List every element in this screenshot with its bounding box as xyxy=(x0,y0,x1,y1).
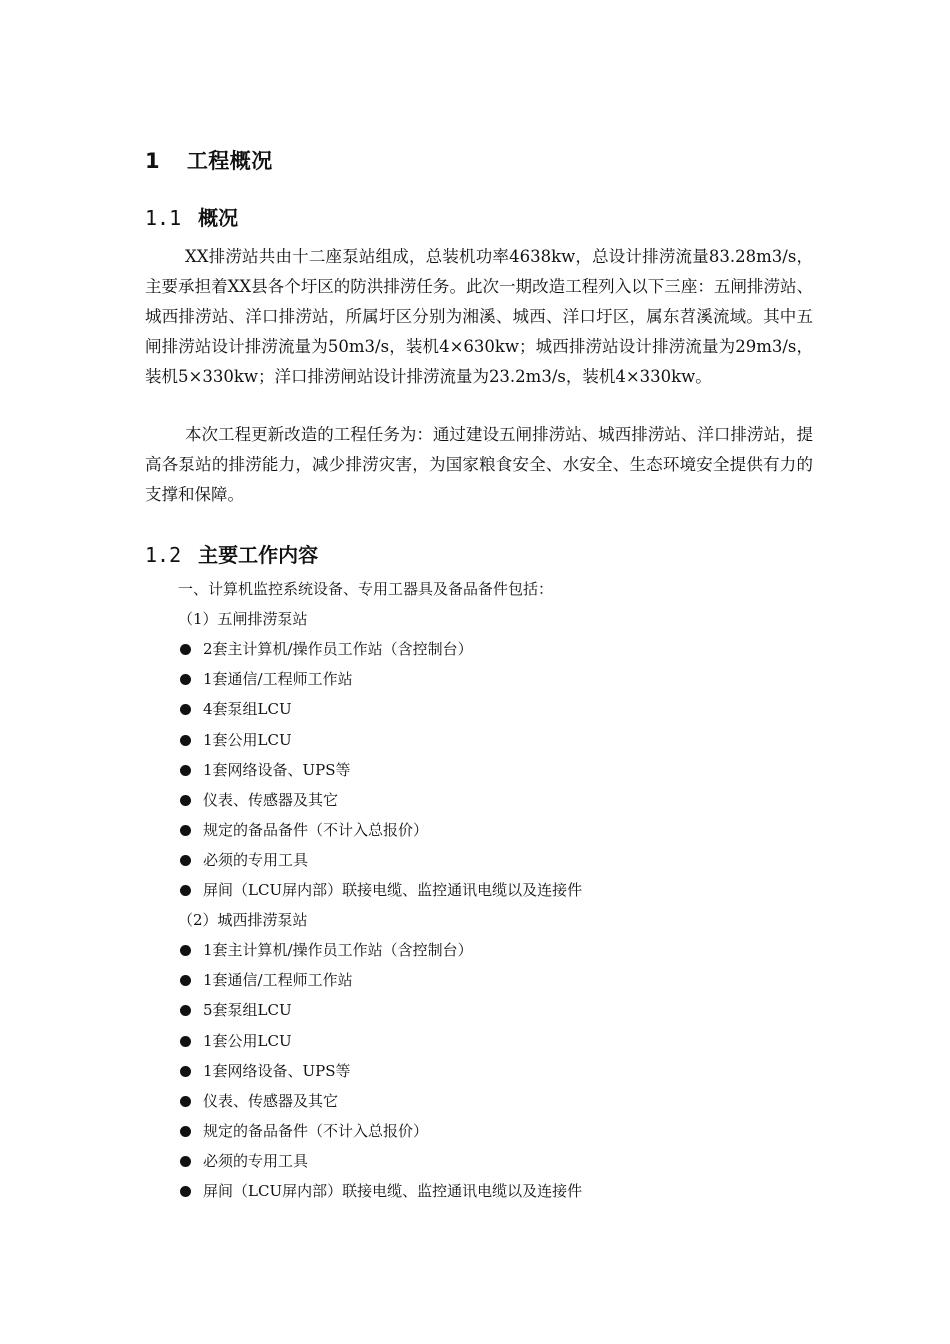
bullet-list-item xyxy=(180,725,292,755)
section-1-1-title: 概况 xyxy=(198,206,239,230)
section-1-1-heading xyxy=(145,202,238,231)
list-item-text: 必须的专用工具 xyxy=(203,1151,309,1170)
bullet-icon xyxy=(180,1066,191,1077)
list-item-text: 1套网络设备、UPS等 xyxy=(203,760,351,779)
bullet-list-item xyxy=(180,1026,292,1056)
list-item-text: 1套通信/工程师工作站 xyxy=(203,971,353,990)
bullet-icon xyxy=(180,644,191,655)
bullet-list-item xyxy=(180,875,582,905)
bullet-list-item xyxy=(180,664,353,694)
bullet-list-item xyxy=(180,755,351,785)
bullet-icon xyxy=(180,674,191,685)
bullet-icon xyxy=(180,1126,191,1137)
bullet-list-item xyxy=(180,815,428,845)
bullet-icon xyxy=(180,735,191,746)
bullet-icon xyxy=(180,885,191,896)
bullet-list-item xyxy=(180,634,473,664)
section-1-heading xyxy=(145,145,273,175)
bullet-list-item xyxy=(180,785,338,815)
list-item-text: （1）五闸排涝泵站 xyxy=(178,610,308,629)
bullet-icon xyxy=(180,1005,191,1016)
list-item-text: 仪表、传感器及其它 xyxy=(203,1091,339,1110)
bullet-icon xyxy=(180,765,191,776)
list-item-text: 5套泵组LCU xyxy=(203,1001,292,1020)
bullet-list-item xyxy=(180,845,308,875)
list-item-text: 1套网络设备、UPS等 xyxy=(203,1061,351,1080)
bullet-icon xyxy=(180,945,191,956)
bullet-icon xyxy=(180,1036,191,1047)
section-1-1-number: 1.1 xyxy=(145,206,182,230)
list-item-text: 规定的备品备件（不计入总报价） xyxy=(203,820,429,839)
bullet-icon xyxy=(180,1096,191,1107)
bullet-icon xyxy=(180,825,191,836)
list-item-text: 2套主计算机/操作员工作站（含控制台） xyxy=(203,640,473,659)
overview-paragraph-2: 本次工程更新改造的工程任务为：通过建设五闸排涝站、城西排涝站、洋口排涝站，提高各泵站的排涝能力，减少排涝灾害，为国家粮食安全、水安全、生态环境安全提供有力的支撑和保障。 xyxy=(145,425,813,504)
list-item-text: 4套泵组LCU xyxy=(203,700,292,719)
bullet-list-item xyxy=(180,965,353,995)
bullet-list-item xyxy=(180,995,292,1025)
list-item-text: （2）城西排涝泵站 xyxy=(178,911,308,930)
section-1-number: 1 xyxy=(145,149,161,173)
list-item-text: 必须的专用工具 xyxy=(203,850,309,869)
section-1-2-number: 1.2 xyxy=(145,543,182,567)
bullet-icon xyxy=(180,1186,191,1197)
bullet-icon xyxy=(180,1156,191,1167)
bullet-list-item xyxy=(180,1086,338,1116)
list-item-text: 仪表、传感器及其它 xyxy=(203,790,339,809)
list-subheading xyxy=(178,905,308,935)
bullet-icon xyxy=(180,704,191,715)
section-1-title: 工程概况 xyxy=(186,149,273,173)
list-item-text: 屏间（LCU屏内部）联接电缆、监控通讯电缆以及连接件 xyxy=(203,1182,583,1200)
bullet-list-item xyxy=(180,935,473,965)
list-item-text: 屏间（LCU屏内部）联接电缆、监控通讯电缆以及连接件 xyxy=(203,881,583,899)
bullet-list-item xyxy=(180,1116,428,1146)
list-item-text: 1套公用LCU xyxy=(203,730,292,749)
section-1-2-heading xyxy=(145,539,318,568)
list-item-text: 1套通信/工程师工作站 xyxy=(203,670,353,689)
list-subheading xyxy=(178,604,308,634)
bullet-list-item xyxy=(180,694,292,724)
bullet-list-item xyxy=(180,1146,308,1176)
bullet-icon xyxy=(180,855,191,866)
bullet-icon xyxy=(180,975,191,986)
section-1-2-title: 主要工作内容 xyxy=(198,543,319,567)
bullet-list-item xyxy=(180,1056,351,1086)
list-item-text: 一、计算机监控系统设备、专用工器具及备品备件包括： xyxy=(178,580,554,598)
list-subheading xyxy=(178,574,553,604)
list-item-text: 1套公用LCU xyxy=(203,1031,292,1050)
bullet-icon xyxy=(180,795,191,806)
list-item-text: 规定的备品备件（不计入总报价） xyxy=(203,1121,429,1140)
bullet-list-item xyxy=(180,1176,582,1206)
list-item-text: 1套主计算机/操作员工作站（含控制台） xyxy=(203,941,473,960)
overview-paragraph-1: XX排涝站共由十二座泵站组成，总装机功率4638kw，总设计排涝流量83.28m3/s，主要承担着XX县各个圩区的防洪排涝任务。此次一期改造工程列入以下三座：五闸排涝站、城西排涝站、洋口排涝站，所属圩区分别为湘溪、城西、洋口圩区，属东苕溪流域。其中五闸排涝站设计排涝流量为50m3/s，装机4×630kw；城西排涝站设计排涝流量为29m3/s，装机5×330kw；洋口排涝闸站设计排涝流量为23.2m3/s，装机4×330kw。 xyxy=(145,247,813,386)
